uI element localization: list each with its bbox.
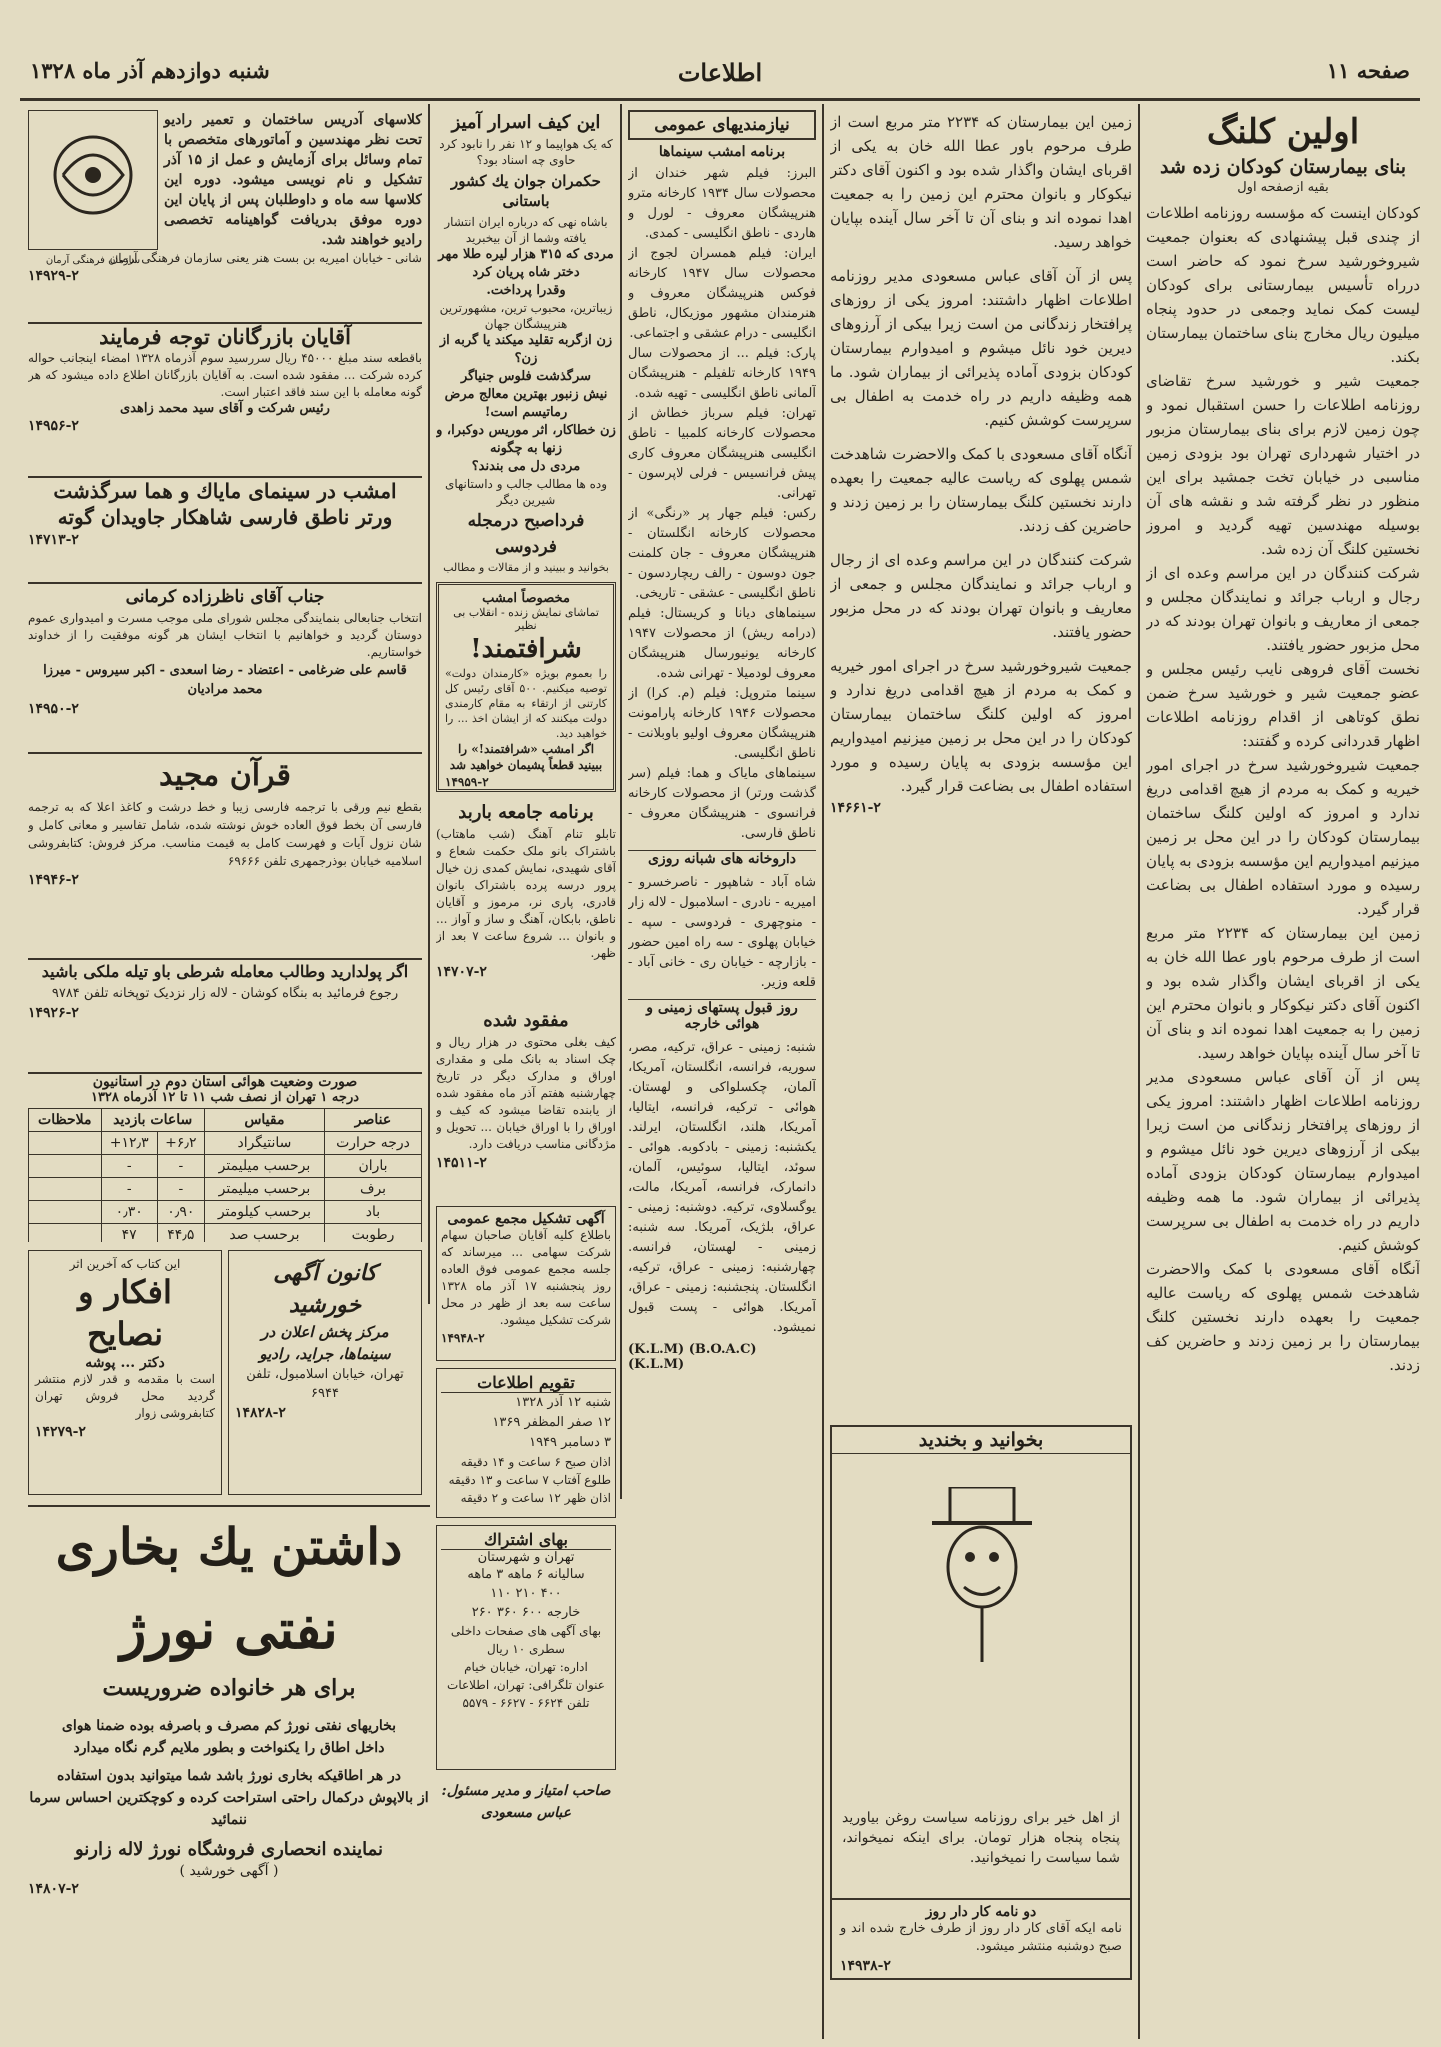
lost-ref: ۱۴۵۱۱-۲ (436, 1155, 487, 1171)
weather-cell: - (157, 1155, 204, 1178)
ad-line: مردی که ۳۱۵ هزار لیره طلا مهر دختر شاه پریان کرد (438, 247, 614, 280)
weather-row (29, 1132, 422, 1155)
weather-cell (29, 1224, 102, 1243)
ad-line: نیش زنبور بهترین معالج مرض رماتیسم است! (444, 387, 608, 420)
column-rule (1138, 104, 1140, 2039)
ad-line: وده ها مطالب جالب و داستانهای شیرین دیگر (444, 477, 608, 507)
weather-cell: ۰٫۹۰ (157, 1201, 204, 1224)
cinema-listing: سینماهای دیانا و کریستال: فیلم (درامه ریش) از محصولات ۱۹۴۷ کارخانه یونیورسال هنرپیشگان معروف لودمیلا - تهرانی شده. (628, 606, 816, 681)
weather-cell: - (101, 1178, 157, 1201)
book-ad (28, 1250, 222, 1495)
property-title: اگر پولدارید وطالب معامله شرطی باو تیله ملکی باشید (41, 962, 409, 981)
ad-title: این کیف اسرار آمیز (451, 112, 601, 133)
cinema-listing: البرز: فیلم شهر خندان از محصولات سال ۱۹۳۴ کارخانه مترو هنرپیشگان معروف - لورل و هاردی - ناطق انگلیسی - کمدی. (628, 166, 816, 241)
weather-header: مقیاس (204, 1109, 324, 1132)
article-kicker: اولین کلنگ (1206, 112, 1360, 152)
pharmacy-heading: داروخانه های شبانه روزی (628, 850, 816, 867)
lost-item-ad (436, 1008, 616, 1198)
heater-title: داشتن یك بخاری (55, 1517, 403, 1576)
article-paragraph: شرکت کنندگان در این مراسم وعده ای از رجال و ارباب جرائد و نمایندگان مجلس و جمعی از معاریف و بانوان تهران بودند که در محل مزبور حضور یافتند. (1146, 564, 1420, 654)
heater-sub: برای هر خانواده ضروریست (102, 1675, 356, 1701)
calendar-row: ۳ دسامبر ۱۹۴۹ (529, 1435, 611, 1450)
weather-cell (29, 1132, 102, 1155)
page-number: صفحه ۱۱ (1326, 58, 1410, 83)
page-date: شنبه دوازدهم آذر ماه ۱۳۲۸ (30, 58, 270, 83)
werther-title: امشب در سینمای مایاك و هما سرگذشت (53, 479, 397, 503)
meeting-notice (436, 1206, 616, 1361)
congrats-signature: قاسم علی ضرغامی - اعتضاد - رضا اسعدی - اکبر سیروس - میرزا محمد مرادیان (43, 663, 407, 697)
subscription-title: بهای اشتراك (441, 1530, 611, 1550)
weather-cell: - (157, 1178, 204, 1201)
weather-cell: سانتیگراد (204, 1132, 324, 1155)
airline-code: (B.O.A.C) (688, 1342, 757, 1357)
article-paragraph: پس از آن آقای عباس مسعودی مدیر روزنامه اطلاعات اظهار داشتند: امروز یکی از روزهای پرافتخار زندگانی من است زیرا بیکی از آرزوهای دیرین خود نائل میشوم و امیدوارم بیمارستان کودکان بزودی آماده پذیرائی از بیماران شود. ما همه وظیفه داریم در راه خدمت به اطفال بی سرپرست کوشش کنیم. (830, 267, 1132, 429)
cinema-listing: تهران: فیلم سرباز خطاش از محصولات کارخانه کلمبیا - ناطق انگلیسی هنرپیشگان معروف کاری پیش فرانسیس - فرلی لاپرسون - تهرانی. (628, 406, 816, 501)
classifieds-title: نیازمندیهای عمومی (628, 110, 816, 140)
weather-cell: برف (325, 1178, 422, 1201)
calendar-title: تقویم اطلاعات (441, 1373, 611, 1393)
ad-line: زن ازگربه تقلید میکند یا گربه از زن؟ (439, 333, 613, 366)
book-ref: ۱۴۲۷۹-۲ (35, 1424, 86, 1440)
cartoon-box (830, 1425, 1132, 1980)
cinema-listing: سینما متروپل: فیلم (م. کرا) از محصولات ۱۹۴۶ کارخانه پارامونت هنرپیشگان معروف اولیو باوبلانت - ناطق انگلیسی. (628, 686, 816, 761)
logo-caption: سازمان فرهنگی آرمان (45, 255, 141, 266)
ad-line: زن خطاکار، اثر موریس دوکبرا، و زنها به چگونه (436, 423, 616, 456)
article-paragraph: کودکان اینست که مؤسسه روزنامه اطلاعات از چندی قبل پیشنهادی که بعنوان جمعیت شیروخورشید سرخ نمود که حاضر است درراه تأسیس بیمارستانی برای کودکان لیست کمک نماید وجمعی در حدود پنجاه میلیون ریال مخارج بنای ساختمان بیمارستان بکند. (1146, 204, 1420, 366)
weather-cell: ۶٫۲+ (157, 1132, 204, 1155)
cinema-listing: ایران: فیلم همسران لجوج از محصولات سال ۱۹۴۷ کارخانه فوکس هنرپیشگان معروف و هنرمندان مشهور موزیکال، ناطق انگلیسی - درام عشقی و اجتماعی. (628, 246, 816, 341)
ad-intro: که یک هواپیما و ۱۲ نفر را نابود کرد حاوی چه اسناد بود؟ (439, 137, 613, 167)
cinema-listing: رکس: فیلم جهار پر «رنگی» از محصولات کارخانه انگلستان - هنرپیشگان معروف - جان کلمنت جون دوسون - رالف ریچاردسون - ناطق انگلیسی - عشقی - تاریخی. (628, 506, 816, 601)
hospital-article (1146, 110, 1420, 2030)
cartoon-figure (922, 1487, 1042, 1667)
pharmacy-list: شاه آباد - شاهپور - ناصرخسرو - امیریه - نادری - اسلامبول - لاله زار - منوچهری - فردوسی - سپه - خیابان پهلوی - سه راه امین حضور - بازارچه - خیابان ری - خانی آباد - قلعه وزیر. (628, 875, 816, 990)
article-paragraph: جمعیت شیروخورشید سرخ در اجرای امور خیریه و کمک به مردم از هیچ اقدامی دریغ ندارد و امروز که اولین کلنگ ساختمان بیمارستان کودکان را در این محل بر زمین میزنیم امیدواریم این مؤسسه بزودی به پایان رسیده و مورد استفاده اطفال بی بضاعت قرار گیرد. (1146, 756, 1420, 918)
weather-cell (29, 1178, 102, 1201)
book-author: دکتر ... پوشه (85, 1355, 165, 1371)
radio-class-ad (28, 110, 422, 320)
congrats-title: جناب آقای ناظرزاده کرمانی (125, 587, 325, 607)
heater-ad (28, 1505, 430, 2030)
notice-body: نامه ایکه آقای کار دار روز از طرف خارج شده اند و صبح دوشنبه منتشر میشود. (840, 1921, 1122, 1954)
cinema-heading: برنامه امشب سینماها (658, 144, 786, 160)
weather-cell: ۱۲٫۳+ (101, 1132, 157, 1155)
article-paragraph: زمین این بیمارستان که ۲۲۳۴ متر مربع است از طرف مرحوم باور عطا الله خان به یکی از اقربای ایشان واگذار شده بود و اکنون آقای دکتر نیکوکار و بانوان محترم این زمین را به جمعیت اهدا نموده اند و بنای آن تا آخر سال آینده بپایان خواهد رسید. (830, 113, 1132, 251)
article-title: بنای بیمارستان کودکان زده شد (1159, 156, 1407, 178)
heater-body: در هر اطاقیکه بخاری نورژ باشد شما میتوانید بدون استفاده (57, 1768, 401, 1784)
weather-cell: ۰٫۳۰ (101, 1201, 157, 1224)
weather-row (29, 1178, 422, 1201)
article-paragraph: آنگاه آقای مسعودی با کمک والاحضرت شاهدخت شمس پهلوی که ریاست عالیه جمعیت را بعهده دارند نخستین کلنگ بیمارستان را بر زمین زدند و حاضرین کف زدند. (1146, 1260, 1420, 1374)
weather-subtitle: درجه ۱ تهران از نصف شب ۱۱ تا ۱۲ آذرماه ۱۳۲۸ (90, 1090, 360, 1105)
article-paragraph: جمعیت شیروخورشید سرخ در اجرای امور خیریه و کمک به مردم از هیچ اقدامی دریغ ندارد و امروز که اولین کلنگ ساختمان بیمارستان کودکان را در این محل بر زمین میزنیم امیدواریم این مؤسسه بزودی به پایان رسیده و مورد استفاده اطفال بی بضاعت قرار گیرد. (830, 657, 1132, 795)
property-body: رجوع فرمائید به بنگاه کوشان - لاله زار نزدیک توپخانه تلفن ۹۷۸۴ (51, 986, 399, 1001)
weather-cell: رطوبت (325, 1224, 422, 1243)
werther-ref: ۱۴۷۱۳-۲ (28, 532, 79, 548)
agency-title: کانون آگهی خورشید (273, 1260, 377, 1318)
column-rule (822, 104, 824, 2039)
property-ad (28, 958, 422, 1068)
cinema-listing: پارک: فیلم ... از محصولات سال ۱۹۴۹ کارخانه تلفیلم - هنرپیشگان آلمانی ناطق انگلیسی - تهیه شده. (628, 346, 816, 401)
heater-ref: ۱۴۸۰۷-۲ (28, 1881, 79, 1897)
article-paragraph: نخست آقای فروهی نایب رئیس مجلس و عضو جمعیت شیر و خورشید سرخ ضمن نطق کوتاهی از اقدام روزنامه اطلاعات اظهار قدردانی کرده و گفتند: (1146, 660, 1420, 750)
weather-cell: برحسب صد (204, 1224, 324, 1243)
book-body: است با مقدمه و قدر لازم منتشر گردید محل فروش تهران کتابفروشی زوار (35, 1372, 215, 1420)
radio-ad-address: شانی - خیابان امیریه بن بست هنر یعنی سازمان فرهنگی آرمان (109, 251, 422, 265)
radio-ad-ref: ۱۴۹۲۹-۲ (28, 268, 79, 284)
weather-title: صورت وضعیت هوائی استان دوم در استانیون (92, 1074, 358, 1090)
congrats-ref: ۱۴۹۵۰-۲ (28, 701, 79, 717)
arman-emblem-icon (33, 125, 153, 235)
weather-header: ساعات بازدید (101, 1109, 204, 1132)
weather-header: عناصر (325, 1109, 422, 1132)
play-ad-footer: اگر امشب «شرافتمند!» را ببینید قطعاً پشیمان خواهید شد (449, 742, 603, 772)
lost-body: کیف بغلی محتوی در هزار ریال و چک اسناد به بانک ملی و مقداری اوراق و مدارک دیگر در تاریخ چهارشنبه هفتم آذر ماه مفقود شده از یابنده تقاضا میشود که کیف و اوراق را با اوراق خیابان ... تحویل و مژدگانی مناسب دریافت دارد. (436, 1035, 616, 1151)
notice-title: دو نامه کار دار روز (925, 1904, 1037, 1920)
subscription-row: عنوان تلگرافی: تهران، اطلاعات (447, 1678, 605, 1692)
radio-ad-body: کلاسهای آدریس ساختمان و تعمیر رادیو تحت نظر مهندسین و آماتورهای متخصص با تمام وسائل برای آزمایش و عمل از ۱۵ آذر تشکیل و نام نویسی میشود. دوره این کلاسها سه ماه و داوطلبان پس از پایان این دوره موفق بدریافت گواهینامه تخصصی رادیو خواهند شد. (164, 112, 422, 248)
article-paragraph: پس از آن آقای عباس مسعودی مدیر روزنامه اطلاعات اظهار داشتند: امروز یکی از روزهای پرافتخار زندگانی من است زیرا بیکی از آرزوهای دیرین خود نائل میشوم و امیدوارم بیمارستان کودکان بزودی آماده پذیرائی از بیماران شود. ما همه وظیفه داریم در راه خدمت به اطفال بی سرپرست کوشش کنیم. (1146, 1068, 1420, 1254)
werther-ad (28, 476, 422, 576)
cartoon-title: بخوانید و بخندید (832, 1427, 1130, 1454)
heater-body: داخل اطاق را یکنواخت و بطور ملایم گرم نگاه میدارد (73, 1740, 385, 1756)
mystery-bag-ad (436, 110, 616, 575)
weather-row (29, 1224, 422, 1243)
play-ad-small2: تماشای نمایش زنده - انقلاب بی نظیر (453, 606, 599, 632)
header-rule (20, 98, 1420, 101)
weather-cell: درجه حرارت (325, 1132, 422, 1155)
heater-agency: ( آگهی خورشید ) (179, 1863, 279, 1879)
ad-footer-note: بخوانید و ببینید و از مقالات و مطالب (443, 561, 609, 574)
weather-cell (29, 1201, 102, 1224)
meeting-title: آگهی تشکیل مجمع عمومی (447, 1211, 605, 1227)
mail-heading: روز قبول پستهای زمینی و هوائی خارجه (628, 999, 816, 1032)
cinema-listing: سینماهای مایاک و هما: فیلم (سر گذشت ورتر) از محصولات کارخانه فرانسوی - هنرپیشگان معروف - ناطق فارسی. (628, 766, 816, 841)
program-title: برنامه جامعه باربد (458, 802, 594, 823)
airline-code: (K.L.M) (628, 1342, 685, 1357)
masthead: اطلاعات (677, 58, 763, 87)
subscription-sub: تهران و شهرستان (477, 1550, 575, 1565)
agency-sub: مرکز پخش اعلان در سینماها، جراید، رادیو (259, 1323, 391, 1363)
khorshid-agency-ad (228, 1250, 422, 1495)
congrats-body: انتخاب جنابعالی بنمایندگی مجلس شورای ملی موجب مسرت و امیدواری عموم دوستان گردید و خواهانیم با انتخاب ایشان هر گونه موفقیت را از خداوند خواستاریم. (28, 611, 422, 659)
program-ref: ۱۴۷۰۷-۲ (436, 964, 487, 980)
article-paragraph: زمین این بیمارستان که ۲۲۳۴ متر مربع است از طرف مرحوم باور عطا الله خان به یکی از اقربای ایشان واگذار شده بود و اکنون آقای دکتر نیکوکار و بانوان محترم این زمین را به جمعیت اهدا نموده اند و بنای آن تا آخر سال آینده بپایان خواهد رسید. (1146, 924, 1420, 1062)
subscription-row: خارجه ۶۰۰ ۳۶۰ ۲۶۰ (471, 1605, 581, 1620)
meeting-body: باطلاع کلیه آقایان صاحبان سهام شرکت سهامی ... میرساند که جلسه مجمع عمومی فوق العاده روز پنجشنبه ۱۷ آذر ماه ۱۳۲۸ ساعت سه بعد از ظهر در محل شرکت تشکیل میشود. (441, 1228, 611, 1327)
ad-footer: فرداصبح درمجله فردوسی (467, 511, 585, 557)
weather-cell: ۴۷ (101, 1224, 157, 1243)
arman-logo (28, 110, 158, 250)
property-ref: ۱۴۹۲۶-۲ (28, 1005, 79, 1021)
book-title: افکار و نصایح (78, 1273, 172, 1353)
meeting-ref: ۱۴۹۴۸-۲ (441, 1331, 485, 1345)
subscription-row: سالیانه ۶ ماهه ۳ ماهه (467, 1567, 585, 1582)
weather-cell (29, 1155, 102, 1178)
play-ad-title: شرافتمند! (470, 634, 582, 664)
weather-row (29, 1155, 422, 1178)
article-paragraph: آنگاه آقای مسعودی با کمک والاحضرت شاهدخت شمس پهلوی که ریاست عالیه جمعیت را بعهده دارند نخستین کلنگ بیمارستان را بر زمین زدند و حاضرین کف زدند. (830, 445, 1132, 535)
agency-address: تهران، خیابان اسلامبول، تلفن ۶۹۴۴ (246, 1367, 404, 1401)
weather-cell: باران (325, 1155, 422, 1178)
hospital-article-continued (830, 110, 1132, 1410)
article-paragraph: جمعیت شیر و خورشید سرخ تقاضای روزنامه اطلاعات را حسن استقبال نمود و چون زمین لازم برای بنای بیمارستان مزبور در اختیار شهرداری تهران بود بزودی زمین مناسبی در خیابان تخت جمشید برای این منظور در نظر گرفته شد و نقشه های آن بوسیله مهندسین تهیه گردید و امروز نخستین کلنگ آن زده شد. (1146, 372, 1420, 558)
quran-ref: ۱۴۹۴۶-۲ (28, 872, 79, 888)
heater-title2: نفتی نورژ (120, 1597, 338, 1661)
merchants-ref: ۱۴۹۵۶-۲ (28, 418, 79, 434)
lost-title: مفقود شده (483, 1010, 569, 1031)
agency-ref: ۱۴۸۲۸-۲ (235, 1405, 286, 1421)
merchants-signature: رئیس شرکت و آقای سید محمد زاهدی (120, 401, 330, 416)
merchants-title: آقایان بازرگانان توجه فرمایند (99, 324, 351, 349)
notice-ref: ۱۴۹۳۸-۲ (840, 1958, 891, 1974)
play-ad-ref: ۱۴۹۵۹-۲ (445, 775, 489, 789)
publisher-signature: صاحب امتیاز و مدیر مسئول: عباس مسعودی (441, 1783, 611, 1821)
subscription-row: بهای آگهی های صفحات داخلی (450, 1624, 602, 1638)
ad-line: باشاه نهی که درباره ایران انتشار یافته وشما از آن بیخبرید (444, 215, 608, 245)
heater-dealer: نماینده انحصاری فروشگاه نورژ لاله زارنو (74, 1839, 383, 1860)
werther-title2: ورتر ناطق فارسی شاهکار جاویدان گوته (57, 505, 393, 529)
cartoon-caption: از اهل خیر برای روزنامه سیاست روغن بیاورید پنجاه پنجاه هزار تومان. برای اینکه نمیخواند، شما سیاست را نمیخوانید. (842, 1810, 1120, 1866)
calendar-box (436, 1368, 616, 1518)
weather-row (29, 1201, 422, 1224)
play-ad-small: مخصوصاً امشب (482, 591, 570, 606)
subscription-row: ۴۰۰ ۲۱۰ ۱۱۰ (490, 1586, 562, 1601)
quran-body: بقطع نیم ورقی با ترجمه فارسی زیبا و خط درشت و کاغذ اعلا که به ترجمه فارسی آن بخط فوق العاده خوش نوشته شده، شامل تفاسیر و معانی کامل و شان نزول آیات و فهرست کامل به قیمت مناسب. مرکز فروش: کتابفروشی اسلامیه خیابان بوذرجمهری تلفن ۶۹۶۶۶ (28, 800, 422, 868)
classifieds-column (628, 110, 816, 2030)
merchants-notice (28, 322, 422, 472)
article-ref: ۱۴۶۶۱-۲ (830, 800, 881, 816)
quran-ad (28, 752, 422, 952)
weather-cell: برحسب میلیمتر (204, 1178, 324, 1201)
quran-title: قرآن مجید (159, 758, 291, 793)
weather-cell: - (101, 1155, 157, 1178)
weather-cell: باد (325, 1201, 422, 1224)
mail-schedule: شنبه: زمینی - عراق، ترکیه، مصر، سوریه، فرانسه، انگلستان، آمریکا، آلمان، چکسلواکی و لهستان. هوائی - ترکیه، فرانسه، ایتالیا، آمریکا، هلند، انگلستان، ایرلند. یکشنبه: زمینی - بادکوبه. هوائی - سوئد، ایتالیا، سوئیس، آلمان، دانمارک، فرانسه، آمریکا، مالت، یوگسلاوی، ترکیه. دوشنبه: زمینی - عراق، بلژیک، آمریکا. سه شنبه: زمینی - لهستان، فرانسه. چهارشنبه: زمینی - عراق، ترکیه، انگلستان. پنجشنبه: زمینی - عراق، آمریکا. هوائی - پست قبول نمیشود. (628, 1040, 816, 1335)
program-body: تابلو تنام آهنگ (شب ماهتاب) باشتراک بانو ملک حکمت شعاع و آقای شهیدی، نمایش کمدی زن خیال پرور درسه پرده باشتراک بانوان قادری، پاری نر، مرموز و آقایان ناطق، بابکان، آهنگ و ساز و آواز ... و بانوان ... شروع ساعت ۷ بعد از ظهر. (436, 827, 616, 960)
subscription-box (436, 1525, 616, 1770)
play-ad-box (436, 582, 616, 792)
barbad-program (436, 800, 616, 1000)
weather-header: ملاحظات (29, 1109, 102, 1132)
weather-cell: ۴۴٫۵ (157, 1224, 204, 1243)
play-ad-body: را بعموم بویژه «کارمندان دولت» توصیه میکنیم. ۵۰۰ آقای رئیس کل کارتنی از ارتقاء به مقام کارمندی دولت میکنند که از ایشان اخذ ... را خواهید دید. (445, 667, 607, 740)
heater-body: بخاریهای نفتی نورژ کم مصرف و باصرفه بوده ضمنا هوای (61, 1718, 397, 1734)
subscription-row: تلفن ۶۶۲۴ - ۶۶۲۷ - ۵۵۷۹ (462, 1696, 590, 1710)
subscription-row: اداره: تهران، خیابان خیام (464, 1660, 588, 1674)
weather-table (28, 1108, 422, 1242)
column-rule (620, 104, 622, 1499)
ad-line: مردی دل می بندند؟ (471, 459, 581, 474)
subscription-row: سطری ۱۰ ریال (487, 1642, 565, 1656)
calendar-row: شنبه ۱۲ آذر ۱۳۲۸ (515, 1395, 611, 1410)
article-continued: بقیه ازصفحه اول (1237, 180, 1329, 195)
ad-line: سرگذشت فلوس جنیاگر (460, 369, 592, 384)
ad-line: وقدرا پرداخت. (486, 283, 566, 298)
caricature-icon (922, 1487, 1042, 1667)
heater-body: از بالاپوش درکمال راحتی استراحت کرده و کوچکترین احساس سرما ننمائید (29, 1790, 429, 1828)
congrats-ad (28, 582, 422, 747)
column-rule (428, 104, 430, 1304)
calendar-row: اذان ظهر ۱۲ ساعت و ۲ دقیقه (460, 1491, 611, 1505)
ad-line: زیباترین، محبوب ترین، مشهورترین هنرپیشگان جهان (439, 301, 613, 331)
calendar-row: طلوع آفتاب ۷ ساعت و ۱۳ دقیقه (448, 1473, 611, 1487)
airline-code: (K.L.M) (628, 1357, 685, 1372)
weather-cell: برحسب میلیمتر (204, 1155, 324, 1178)
weather-report (28, 1072, 422, 1242)
ad-headline: حکمران جوان یك كشور باستانی (451, 172, 601, 210)
article-paragraph: شرکت کنندگان در این مراسم وعده ای از رجال و ارباب جرائد و نمایندگان مجلس و جمعی از معاریف و بانوان تهران بودند که در محل مزبور حضور یافتند. (830, 551, 1132, 641)
book-small: این کتاب که آخرین اثر (69, 1257, 181, 1271)
calendar-row: ۱۲ صفر المظفر ۱۳۶۹ (492, 1415, 611, 1430)
weather-cell: برحسب کیلومتر (204, 1201, 324, 1224)
merchants-body: باقطعه سند مبلغ ۴۵۰۰۰ ریال سررسید سوم آذرماه ۱۳۲۸ امضاء اینجانب حواله کرده شرکت ... مفقود شده است. به آقایان بازرگانان اطلاع داده میشود که هر گونه معامله با این سند فاقد اعتبار است. (28, 351, 422, 399)
calendar-row: اذان صبح ۶ ساعت و ۱۴ دقیقه (460, 1455, 611, 1469)
